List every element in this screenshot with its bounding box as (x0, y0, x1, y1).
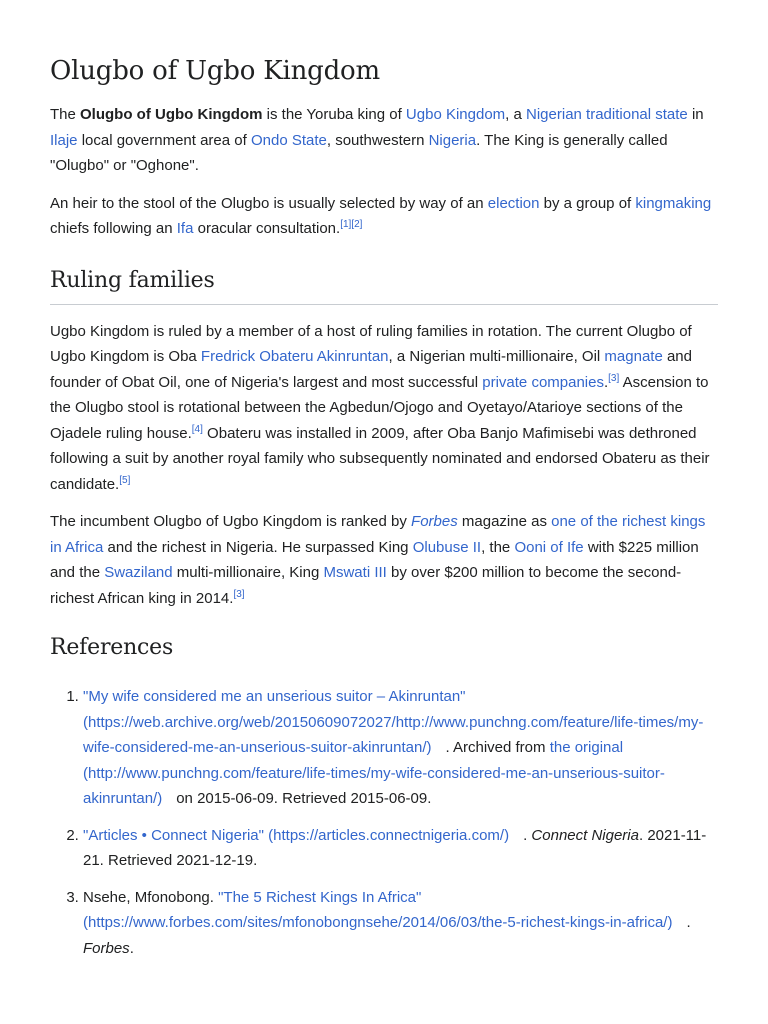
ref-original-url-link[interactable]: (http://www.punchng.com/feature/life-times/my-wife-considered-me-an-unserious-suitor-akinruntan/) (83, 764, 665, 807)
link-ilaje[interactable]: Ilaje (50, 131, 78, 149)
link-ooni-of-ife[interactable]: Ooni of Ife (514, 538, 584, 556)
link-magnate[interactable]: magnate (604, 348, 663, 365)
link-ondo-state[interactable]: Ondo State (250, 131, 327, 149)
ref-title-link[interactable]: "My wife considered me an unserious suitor – Akinruntan" (83, 688, 466, 705)
ref-url-link[interactable]: (https://web.archive.org/web/20150609072027/http://www.punchng.com/feature/life-times/my-wife-considered-me-an-unserious-suitor-akinruntan/) (83, 713, 704, 756)
reference-item (83, 823, 718, 874)
text: on 2015-06-09. Retrieved 2015-06-09. (176, 790, 432, 807)
text: by over $200 million to become the second-richest African king in 2014. (50, 564, 682, 607)
section-heading-ruling-families: Ruling families (50, 267, 215, 293)
text: in (687, 106, 704, 123)
link-mswati-iii[interactable]: Mswati III (323, 564, 387, 581)
text: oracular consultation. (193, 220, 341, 237)
text: . The King is generally called "Olugbo" or "Oghone". (50, 131, 668, 174)
text: . (523, 826, 532, 844)
text: . (129, 939, 134, 957)
ref-link-5[interactable]: [5] (119, 474, 131, 486)
ruling-paragraph-2 (50, 509, 718, 611)
ref-link-3b[interactable]: [3] (233, 588, 245, 600)
text: and the richest in Nigeria. He surpassed King (103, 538, 413, 556)
ref-url-link[interactable]: (https://www.forbes.com/sites/mfonobongnsehe/2014/06/03/the-5-richest-kings-in-africa/) (83, 914, 673, 931)
text: The (50, 106, 81, 123)
text: by a group of (539, 194, 636, 212)
ref-link-1[interactable]: [1] (340, 219, 352, 230)
link-ifa[interactable]: Ifa (176, 220, 194, 237)
link-fredrick-obateru-akinruntan[interactable]: Fredrick Obateru Akinruntan (200, 348, 389, 365)
reference-item (83, 885, 718, 962)
text: Obateru was installed in 2009, after Oba Banjo Mafimisebi was dethroned following a suit by another royal family who subsequently nominated and endorsed Obateru as their candidate. (50, 424, 710, 493)
link-nigerian-traditional-state[interactable]: Nigerian traditional state (526, 106, 688, 123)
ref-title-link[interactable]: "The 5 Richest Kings In Africa" (218, 888, 422, 906)
text: Ugbo Kingdom is ruled by a member of a host of ruling families in rotation. The current Olugbo of Ugbo Kingdom is Oba (50, 322, 692, 365)
text: , southwestern (326, 131, 429, 149)
text: . (603, 373, 609, 391)
ruling-paragraph-1 (50, 319, 718, 498)
link-ugbo-kingdom[interactable]: Ugbo Kingdom (405, 106, 506, 123)
page-title: Olugbo of Ugbo Kingdom (50, 56, 380, 86)
text: local government area of (77, 131, 251, 149)
text: magazine as (457, 513, 552, 530)
text: , a Nigerian multi-millionaire, Oil (388, 348, 605, 365)
intro-paragraph-2 (50, 191, 718, 242)
ref-title-link[interactable]: "Articles • Connect Nigeria" (83, 826, 264, 844)
forbes-italic: Forbes (411, 513, 458, 530)
text: is the Yoruba king of (262, 106, 406, 123)
text: multi-millionaire, King (172, 564, 324, 581)
ref-url-link[interactable]: (https://articles.connectnigeria.com/) (268, 826, 510, 844)
text: . (686, 914, 691, 931)
text: The incumbent Olugbo of Ugbo Kingdom is ranked by (50, 513, 412, 530)
section-header-references (50, 635, 718, 660)
ref-original-link[interactable]: the original (549, 739, 624, 756)
text: . Archived from (445, 739, 550, 756)
references-list (50, 684, 718, 961)
subject-bold: Olugbo of Ugbo Kingdom (80, 106, 263, 123)
text: , a (505, 106, 527, 123)
publication: Forbes (83, 939, 130, 957)
text: , the (481, 538, 515, 556)
link-richest-kings-in-africa[interactable]: one of the richest kings in Africa (50, 513, 706, 556)
ref-link-4[interactable]: [4] (191, 423, 203, 435)
link-swaziland[interactable]: Swaziland (104, 564, 173, 581)
ref-link-3[interactable]: [3] (608, 372, 620, 384)
link-olubuse-ii[interactable]: Olubuse II (412, 538, 482, 556)
link-forbes[interactable] (411, 513, 458, 530)
text: and founder of Obat Oil, one of Nigeria's largest and most successful (50, 348, 692, 391)
text: Ascension to the Olugbo stool is rotational between the Agbedun/Ojogo and Oyetayo/Atarioye sections of the Ojadele ruling house. (50, 373, 709, 442)
publication: Connect Nigeria (531, 826, 639, 844)
link-election[interactable]: election (487, 194, 540, 212)
section-heading-references: References (50, 635, 174, 660)
intro-paragraph-1 (50, 102, 718, 179)
link-nigeria[interactable]: Nigeria (428, 131, 477, 149)
text: with $225 million and the (50, 538, 699, 581)
text: An heir to the stool of the Olugbo is usually selected by way of an (50, 194, 488, 212)
link-kingmaking[interactable]: kingmaking (635, 194, 712, 212)
section-header-ruling (50, 268, 718, 305)
reference-item (83, 684, 718, 812)
ref-link-2[interactable]: [2] (351, 219, 363, 230)
text: . 2021-11-21. Retrieved 2021-12-19. (83, 826, 707, 869)
link-private-companies[interactable]: private companies (482, 373, 604, 391)
text: chiefs following an (50, 220, 177, 237)
author: Nsehe, Mfonobong. (83, 888, 219, 906)
